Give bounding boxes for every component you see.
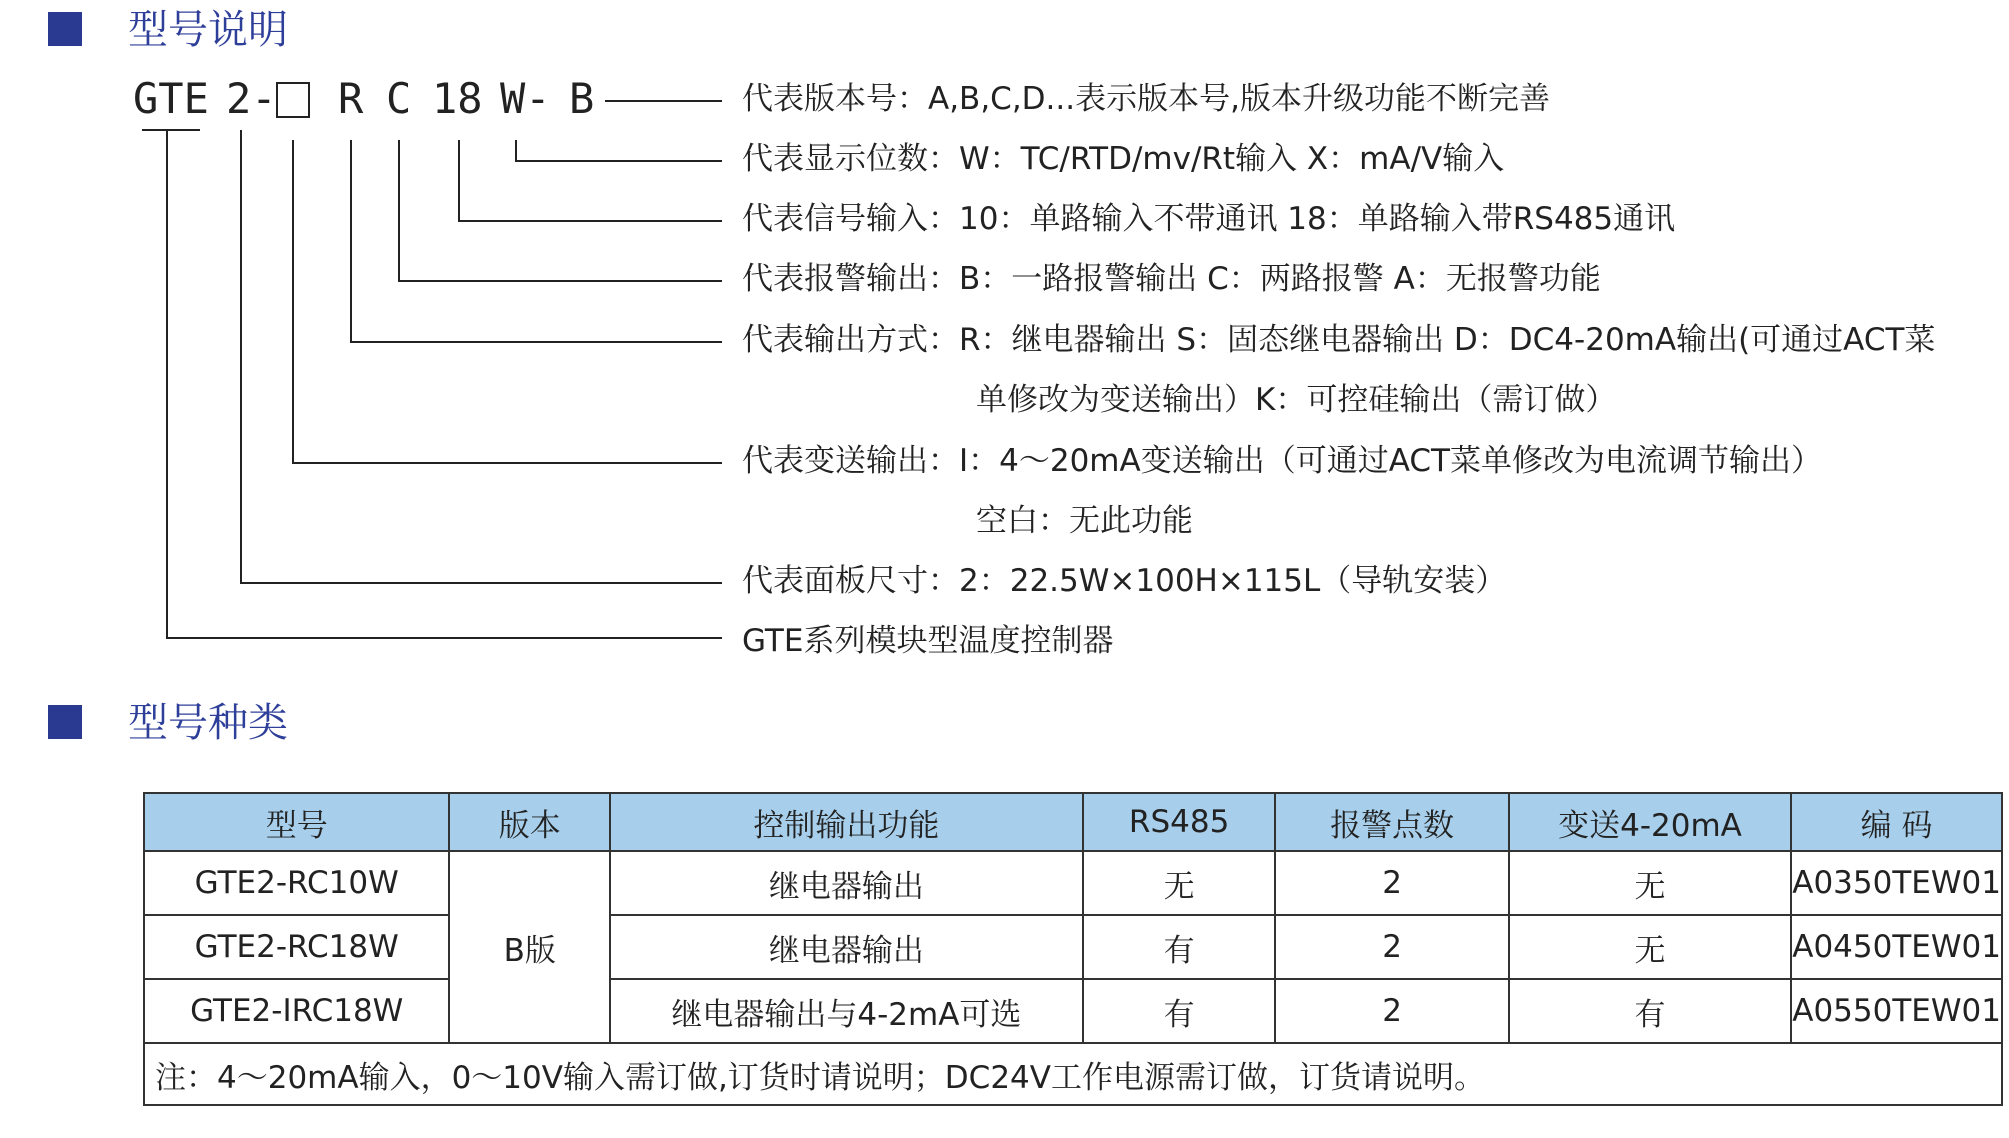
table-note-row bbox=[144, 1043, 2002, 1105]
desc-output-cont: 单修改为变送输出）K：可控硅输出（需订做） bbox=[976, 382, 1617, 418]
header-model: 型号 bbox=[144, 793, 449, 851]
table-header-row bbox=[144, 793, 2002, 851]
desc-transmit: 代表变送输出：I：4～20mA变送输出（可通过ACT菜单修改为电流调节输出） bbox=[742, 443, 1822, 479]
code-w: W- bbox=[500, 74, 551, 123]
cell-transmit: 无 bbox=[1509, 915, 1791, 979]
cell-function: 继电器输出 bbox=[610, 851, 1083, 915]
connector-input bbox=[459, 140, 722, 221]
cell-rs485: 无 bbox=[1083, 851, 1276, 915]
desc-transmit-cont: 空白：无此功能 bbox=[976, 503, 1193, 539]
cell-code: A0450TEW01 bbox=[1791, 915, 2002, 979]
desc-series: GTE系列模块型温度控制器 bbox=[742, 623, 1114, 659]
table-row bbox=[144, 851, 2002, 915]
connector-panel bbox=[241, 130, 722, 583]
cell-alarms: 2 bbox=[1275, 851, 1508, 915]
code-r: R bbox=[338, 74, 364, 123]
section-title-model-types: 型号种类 bbox=[128, 700, 288, 746]
cell-model: GTE2-RC10W bbox=[144, 851, 449, 915]
header-transmit: 变送4-20mA bbox=[1509, 793, 1791, 851]
cell-transmit: 有 bbox=[1509, 979, 1791, 1043]
cell-rs485: 有 bbox=[1083, 979, 1276, 1043]
cell-code: A0350TEW01 bbox=[1791, 851, 2002, 915]
cell-transmit: 无 bbox=[1509, 851, 1791, 915]
code-b: B bbox=[569, 74, 595, 123]
cell-function: 继电器输出 bbox=[610, 915, 1083, 979]
desc-version: 代表版本号：A,B,C,D...表示版本号,版本升级功能不断完善 bbox=[742, 81, 1550, 117]
header-code: 编 码 bbox=[1791, 793, 2002, 851]
table-note: 注：4～20mA输入，0～10V输入需订做,订货时请说明；DC24V工作电源需订做，订货请说明。 bbox=[144, 1043, 2002, 1105]
desc-alarm: 代表报警输出：B：一路报警输出 C：两路报警 A：无报警功能 bbox=[742, 261, 1601, 297]
cell-model: GTE2-IRC18W bbox=[144, 979, 449, 1043]
header-version: 版本 bbox=[449, 793, 610, 851]
connector-transmit bbox=[293, 140, 722, 463]
model-types-table bbox=[143, 792, 2003, 1106]
desc-display: 代表显示位数：W：TC/RTD/mv/Rt输入 X：mA/V输入 bbox=[742, 141, 1505, 177]
cell-version: B版 bbox=[449, 851, 610, 1043]
cell-alarms: 2 bbox=[1275, 915, 1508, 979]
cell-model: GTE2-RC18W bbox=[144, 915, 449, 979]
cell-rs485: 有 bbox=[1083, 915, 1276, 979]
header-alarms: 报警点数 bbox=[1275, 793, 1508, 851]
code-gte: GTE bbox=[133, 74, 209, 123]
table-row bbox=[144, 915, 2002, 979]
table-row bbox=[144, 979, 2002, 1043]
code-c: C bbox=[386, 74, 412, 123]
connector-display bbox=[516, 140, 722, 161]
cell-function: 继电器输出与4-2mA可选 bbox=[610, 979, 1083, 1043]
section-marker-square-2 bbox=[48, 705, 82, 739]
header-rs485: RS485 bbox=[1083, 793, 1276, 851]
header-function: 控制输出功能 bbox=[610, 793, 1083, 851]
connector-output bbox=[351, 140, 722, 342]
section-title-model-description: 型号说明 bbox=[128, 7, 288, 53]
connector-series bbox=[167, 130, 722, 638]
desc-panel: 代表面板尺寸：2：22.5W×100H×115L（导轨安装） bbox=[742, 563, 1507, 599]
desc-output: 代表输出方式：R：继电器输出 S：固态继电器输出 D：DC4-20mA输出(可通过ACT菜 bbox=[742, 322, 1936, 358]
desc-input: 代表信号输入：10：单路输入不带通讯 18：单路输入带RS485通讯 bbox=[742, 201, 1676, 237]
code-eighteen: 18 bbox=[432, 74, 483, 123]
cell-alarms: 2 bbox=[1275, 979, 1508, 1043]
code-two: 2- bbox=[226, 74, 277, 123]
cell-code: A0550TEW01 bbox=[1791, 979, 2002, 1043]
